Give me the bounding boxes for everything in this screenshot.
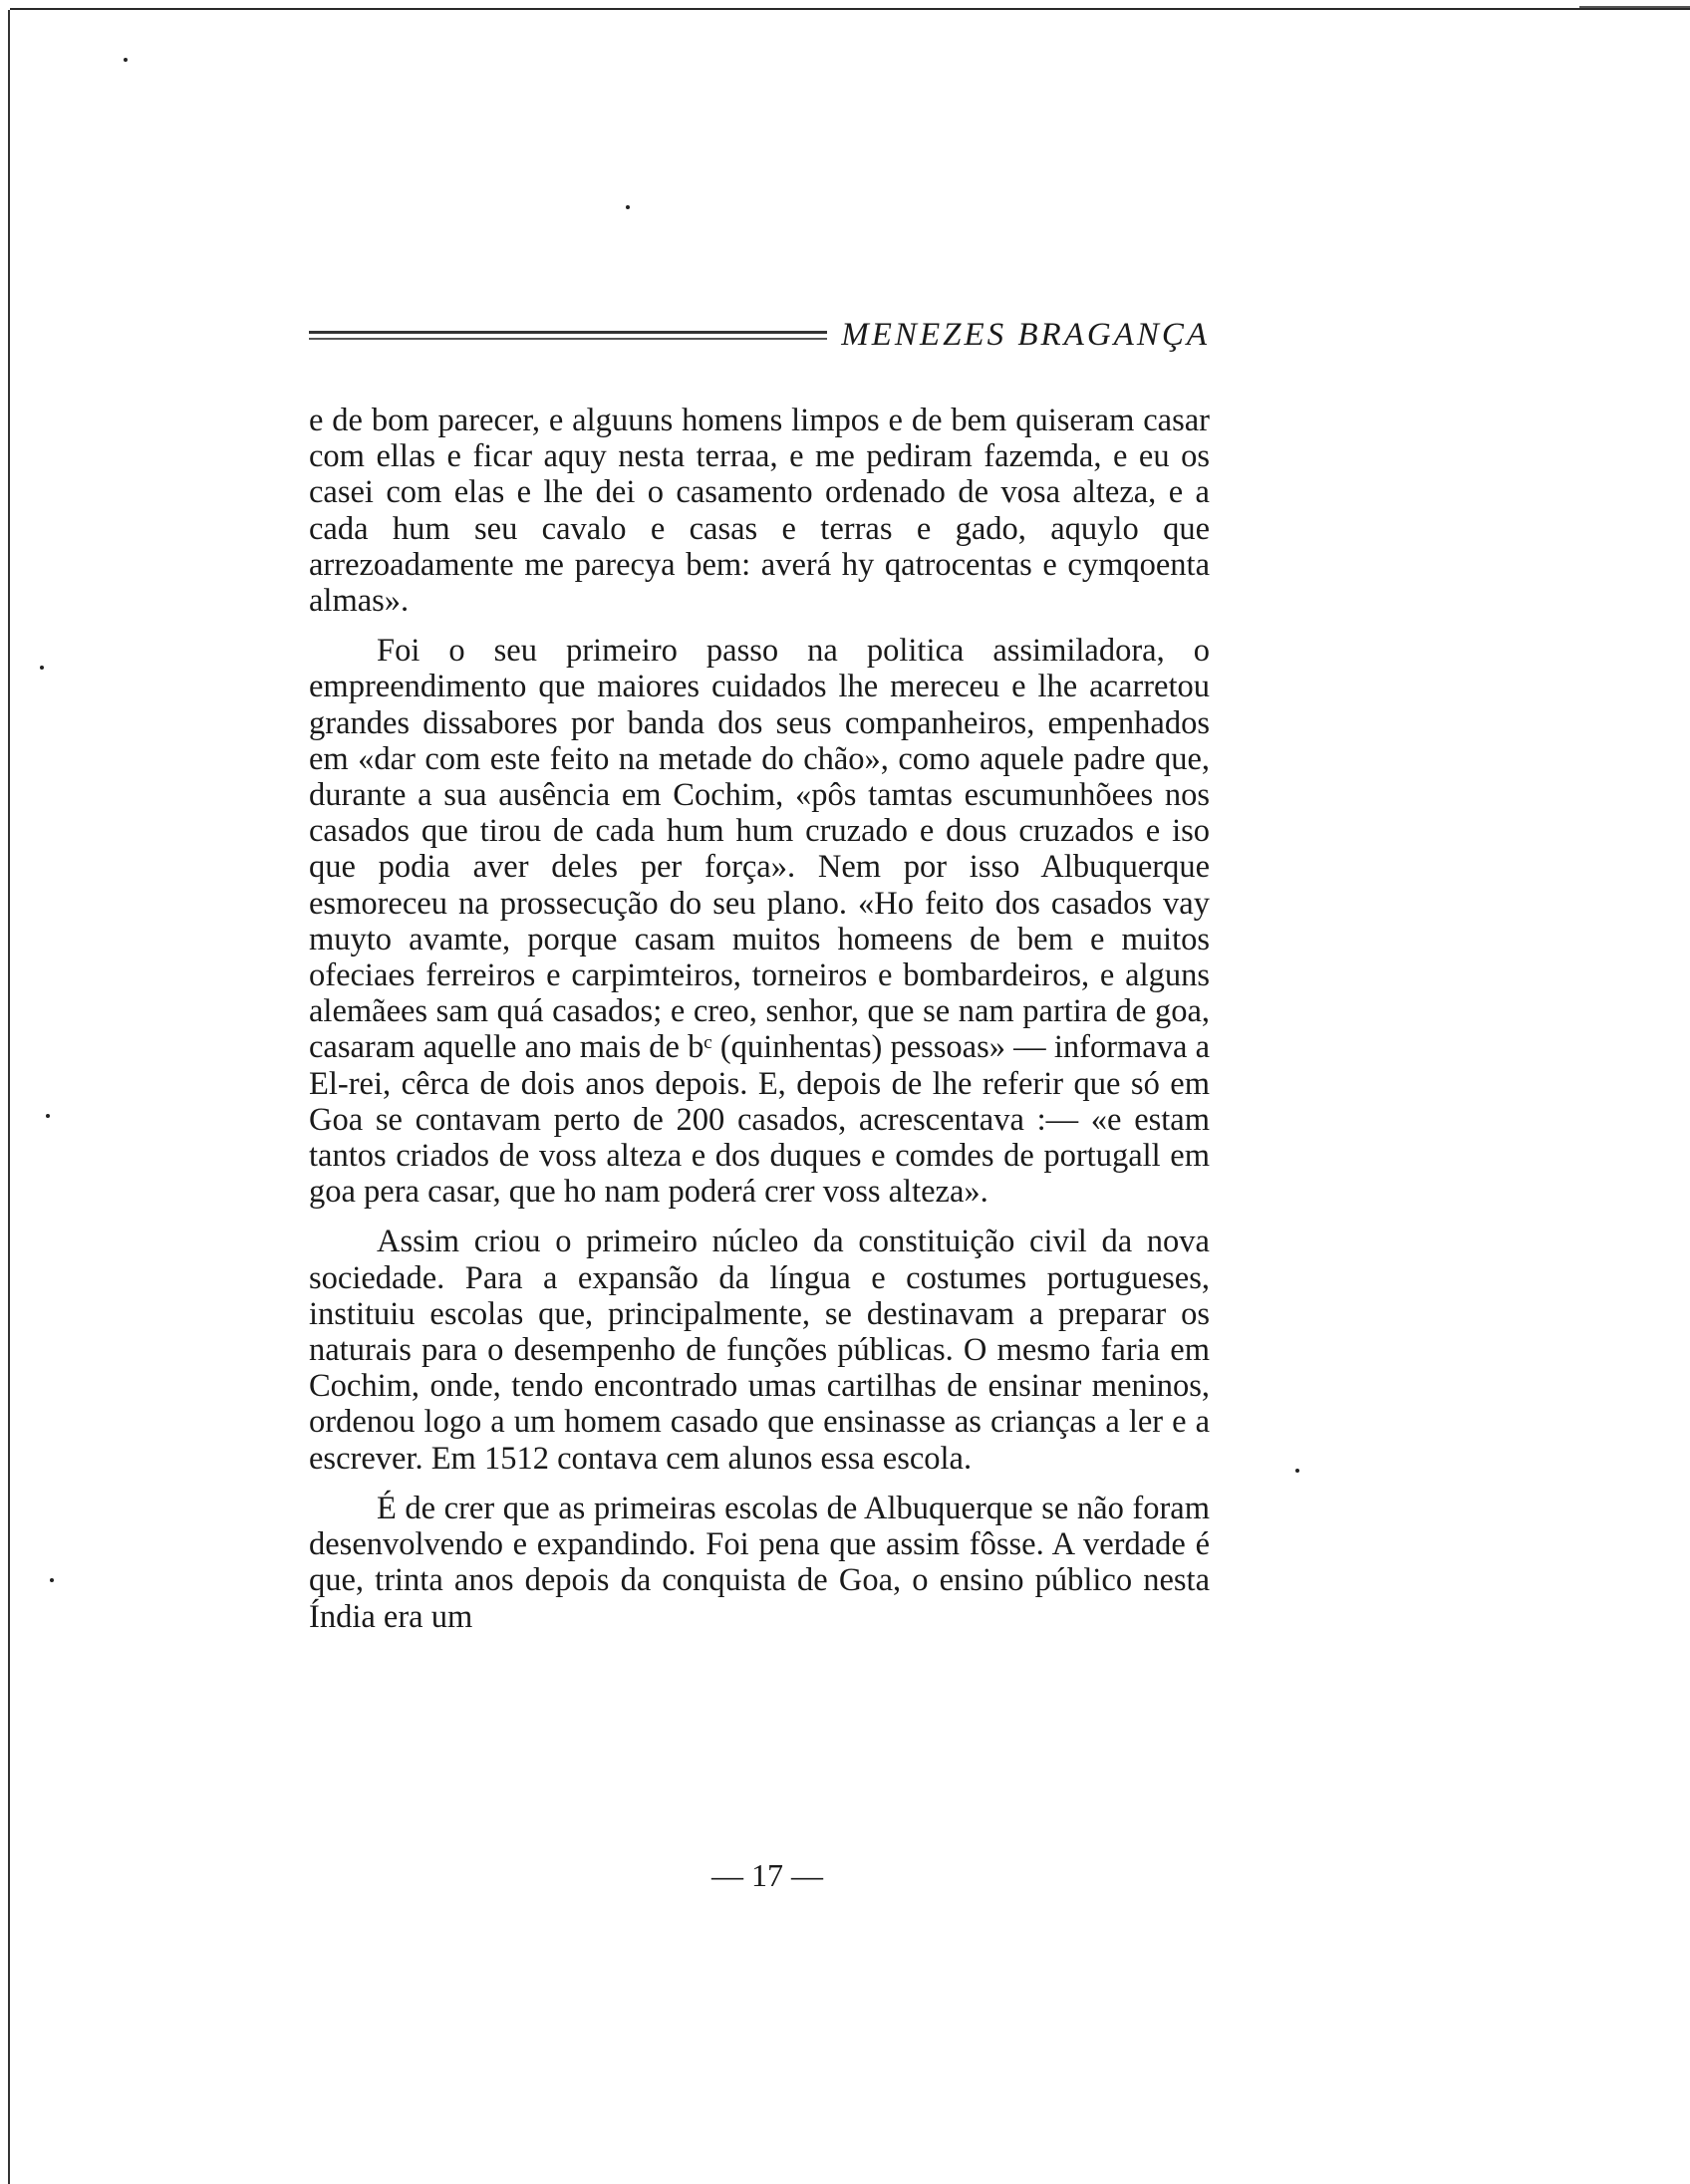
- paragraph: e de bom parecer, e alguuns homens limpos e de bem quiseram casar com ellas e ficar aquy nesta terraa, e me pediram fazemda, e eu os casei com elas e lhe dei o casamento ordenado de vosa alteza, e a cada hum seu cavalo e casas e terras e gado, aquylo que arrezoadamente me parecya bem: averá hy qatrocentas e cymqoenta almas».: [309, 403, 1210, 620]
- body-text: [309, 403, 1210, 1635]
- paragraph: É de crer que as primeiras escolas de Albuquerque se não foram desenvolvendo e expandindo. Foi pena que assim fôsse. A verdade é que, trinta anos depois da conquista de Goa, o ensino público nesta Índia era um: [309, 1490, 1210, 1635]
- scan-speck: [1295, 1469, 1299, 1473]
- scan-edge-top-right: [1579, 6, 1690, 8]
- scan-speck: [124, 58, 128, 62]
- running-head: MENEZES BRAGANÇA: [841, 317, 1210, 353]
- scan-edge-left: [8, 10, 10, 2184]
- scan-speck: [50, 1578, 54, 1582]
- scan-speck: [46, 1114, 50, 1118]
- paragraph: Foi o seu primeiro passo na politica assimiladora, o empreendimento que maiores cuidados lhe mereceu e lhe acarretou grandes dissabores por banda dos seus companheiros, empenhados em «dar com este feito na metade do chão», como aquele padre que, durante a sua ausência em Cochim, «pôs tamtas escumunhõees nos casados que tirou de cada hum hum cruzado e dous cruzados e iso que podia aver deles per força». Nem por isso Albuquerque esmoreceu na prossecução do seu plano. «Ho feito dos casados vay muyto avamte, porque casam muitos homeens de bem e muitos ofeciaes ferreiros e carpimteiros, torneiros e bombardeiros, e alguns alemãees sam quá casados; e creo, senhor, que se nam partira de goa, casaram aquelle ano mais de bᶜ (quinhentas) pessoas» — informava a El-rei, cêrca de dois anos depois. E, depois de lhe referir que só em Goa se contavam perto de 200 casados, acrescentava :— «e estam tantos criados de voss alteza e dos duques e comdes de portugall em goa pera casar, que ho nam poderá crer voss alteza».: [309, 633, 1210, 1211]
- header-rule: [309, 331, 827, 340]
- page-header: [309, 317, 1210, 361]
- scan-edge-top: [10, 8, 1690, 10]
- paragraph: Assim criou o primeiro núcleo da constituição civil da nova sociedade. Para a expansão da língua e costumes portugueses, instituiu escolas que, principalmente, se destinavam a preparar os naturais para o desempenho de funções públicas. O mesmo faria em Cochim, onde, tendo encontrado umas cartilhas de ensinar meninos, ordenou logo a um homem casado que ensinasse as crianças a ler e a escrever. Em 1512 contava cem alunos essa escola.: [309, 1224, 1210, 1477]
- page-number: — 17 —: [711, 1857, 823, 1893]
- scan-speck: [626, 205, 630, 209]
- scan-speck: [40, 666, 44, 670]
